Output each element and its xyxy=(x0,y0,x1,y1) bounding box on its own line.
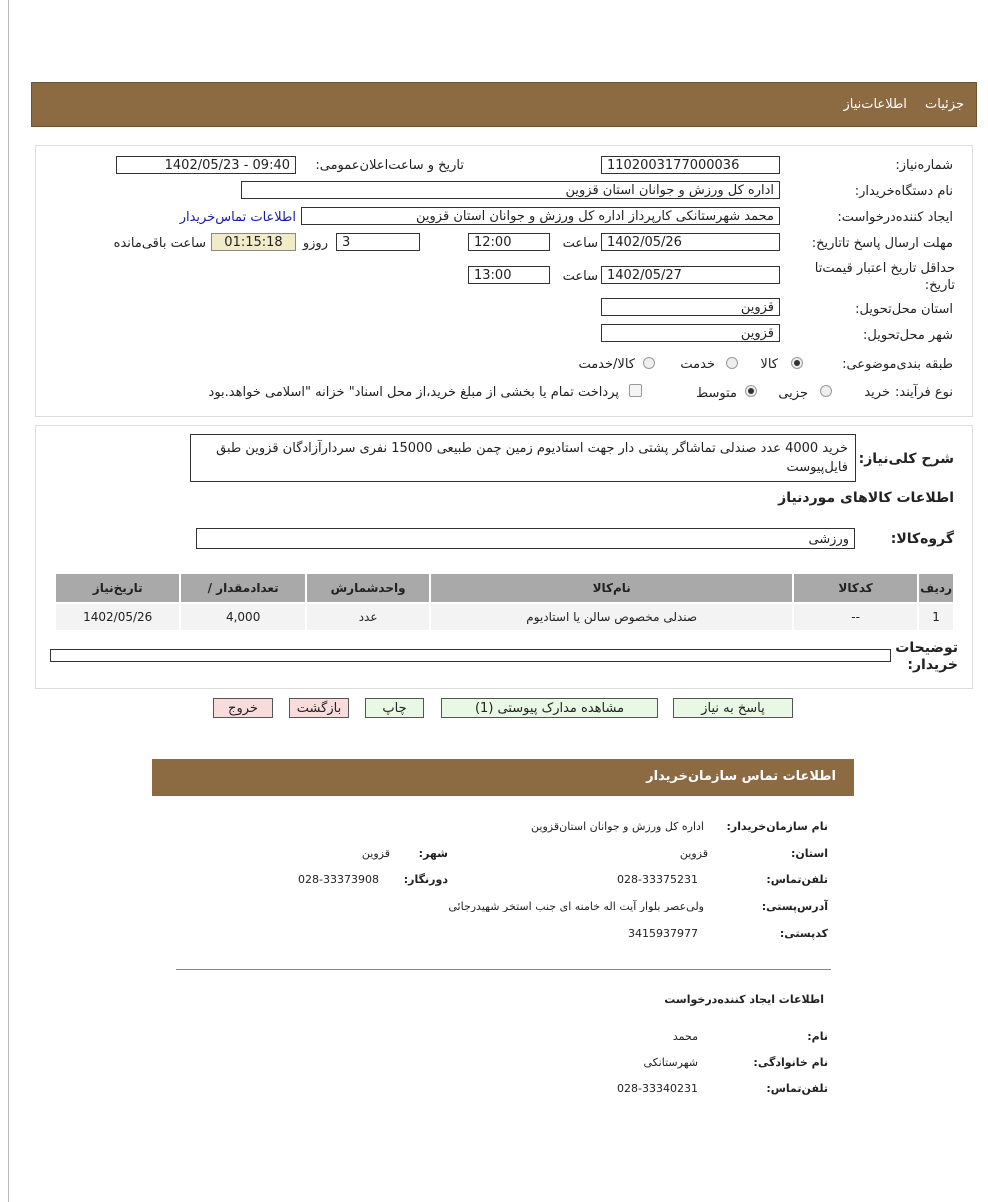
category-label: طبقه بندی‌موضوعی: xyxy=(842,357,953,372)
deadline-time-label: ساعت xyxy=(562,236,598,251)
remaining-time-field: 01:15:18 xyxy=(211,233,296,251)
contact-fax-value: 028-33373908 xyxy=(298,873,379,886)
announce-date-field: 1402/05/23 - 09:40 xyxy=(116,156,296,174)
description-box: خرید 4000 عدد صندلی تماشاگر پشتی دار جهت استادیوم زمین چمن طبیعی 15000 نفری سردار‌آزادگان قزوین طبق فایل‌پیوست xyxy=(190,434,856,482)
goods-group-field: ورزشی xyxy=(196,528,855,549)
description-label: شرح کلی‌نیاز: xyxy=(858,451,954,467)
need-number-label: شماره‌نیاز: xyxy=(895,158,953,173)
category-radio-goods[interactable] xyxy=(791,357,803,369)
contact-city-label: شهر: xyxy=(418,847,448,860)
column-header-unit: واحد‌شمارش xyxy=(307,574,430,602)
goods-section-title: اطلاعات کالاهای مورد‌نیاز xyxy=(778,490,954,506)
creator-phone-value: 028-33340231 xyxy=(617,1082,698,1095)
creator-family-label: نام خانوادگی: xyxy=(753,1056,828,1069)
column-header-need-date: تاریخ‌نیاز xyxy=(56,574,179,602)
column-header-goods-name: نام‌کالا xyxy=(431,574,792,602)
validity-time-field: 13:00 xyxy=(468,266,550,284)
column-header-quantity: تعداد‌مقدار / xyxy=(181,574,304,602)
delivery-province-label: استان محل‌تحویل: xyxy=(855,302,953,317)
breadcrumb-details[interactable]: جزئیات xyxy=(925,97,964,112)
header-bar xyxy=(31,82,977,127)
category-radio-goods-service[interactable] xyxy=(643,357,655,369)
contact-fax-label: دورنگار: xyxy=(403,873,448,886)
contact-phone-label: تلفن‌تماس: xyxy=(766,873,828,886)
need-date-cell: 1402/05/26 xyxy=(56,604,179,630)
category-option-goods: کالا xyxy=(760,357,778,372)
unit-cell: عدد xyxy=(307,604,430,630)
exit-button[interactable]: خروج xyxy=(213,698,273,718)
row-number-cell: 1 xyxy=(919,604,953,630)
days-label: روزو xyxy=(302,236,328,251)
delivery-province-field: قزوین xyxy=(601,298,780,316)
process-option-minor: جزیی xyxy=(778,386,808,401)
back-button[interactable]: بازگشت xyxy=(289,698,349,718)
delivery-city-label: شهر محل‌تحویل: xyxy=(863,328,953,343)
creator-name-label: نام: xyxy=(807,1030,828,1043)
buyer-notes-field xyxy=(50,649,891,662)
page-left-border xyxy=(8,0,9,1202)
deadline-time-field: 12:00 xyxy=(468,233,550,251)
process-purchase-text: خرید xyxy=(864,385,890,400)
contact-postal-value: 3415937977 xyxy=(628,927,698,940)
creator-label: ایجاد کننده‌درخواست: xyxy=(837,210,953,225)
view-attachments-button[interactable]: مشاهده مدارک پیوستی (1) xyxy=(441,698,658,718)
creator-family-value: شهرستانکی xyxy=(643,1056,698,1069)
validity-time-label: ساعت xyxy=(562,269,598,284)
category-radio-service[interactable] xyxy=(726,357,738,369)
buyer-contact-link[interactable]: اطلاعات تماس‌خریدار xyxy=(179,210,296,225)
buyer-org-field: اداره کل ورزش و جوانان استان قزوین xyxy=(241,181,780,199)
process-radio-minor[interactable] xyxy=(820,385,832,397)
table-row xyxy=(56,604,953,630)
org-name-label: نام سازمان‌خریدار: xyxy=(726,820,828,833)
goods-table xyxy=(54,572,955,632)
quantity-cell: 4,000 xyxy=(181,604,304,630)
validity-date-field: 1402/05/27 xyxy=(601,266,780,284)
contact-phone-value: 028-33375231 xyxy=(617,873,698,886)
process-radio-medium[interactable] xyxy=(745,385,757,397)
creator-phone-label: تلفن‌تماس: xyxy=(766,1082,828,1095)
org-name-value: اداره کل ورزش و جوانان استان‌قزوین xyxy=(531,820,704,833)
contact-postal-label: کد‌پستی: xyxy=(779,927,828,940)
contact-province-value: قزوین xyxy=(679,847,708,860)
treasury-payment-checkbox[interactable] xyxy=(629,384,642,397)
column-header-goods-code: کدکالا xyxy=(794,574,917,602)
delivery-city-field: قزوین xyxy=(601,324,780,342)
section-divider xyxy=(176,969,831,970)
creator-info-title: اطلاعات ایجاد کننده‌درخواست xyxy=(664,993,824,1006)
creator-name-value: محمد xyxy=(672,1030,698,1043)
contact-city-value: قزوین xyxy=(361,847,390,860)
category-option-goods-service: کالا/خدمت xyxy=(578,357,635,372)
process-option-medium: متوسط xyxy=(696,386,737,401)
reply-to-need-button[interactable]: پاسخ به نیاز xyxy=(673,698,793,718)
buyer-contact-title: اطلاعات تماس سازمان‌خریدار xyxy=(646,769,836,784)
goods-code-cell: -- xyxy=(794,604,917,630)
print-button[interactable]: چاپ xyxy=(365,698,424,718)
buyer-org-label: نام دستگاه‌خریدار: xyxy=(854,184,953,199)
contact-address-label: آدرس‌پستی: xyxy=(761,900,828,913)
deadline-label: مهلت ارسال پاسخ تا‌تاریخ: xyxy=(811,236,953,251)
validity-label: حداقل تاریخ اعتبار قیمت‌تا تاریخ: xyxy=(814,261,955,293)
contact-province-label: استان: xyxy=(791,847,828,860)
deadline-date-field: 1402/05/26 xyxy=(601,233,780,251)
breadcrumb-need-info[interactable]: اطلاعات‌نیاز xyxy=(843,97,907,112)
remaining-time-label: ساعت باقی‌مانده xyxy=(113,236,206,251)
buyer-notes-label: توضیحات خریدار: xyxy=(895,640,958,673)
process-type-label: نوع فرآیند: xyxy=(895,385,953,400)
goods-name-cell: صندلی مخصوص سالن یا استادیوم xyxy=(431,604,792,630)
category-option-service: خدمت xyxy=(680,357,715,372)
treasury-payment-note: پرداخت تمام یا بخشی از مبلغ خرید،از محل اسناد" خزانه "اسلامی خواهد.بود xyxy=(208,385,619,400)
days-field: 3 xyxy=(336,233,420,251)
announce-date-label: تاریخ و ساعت‌اعلان‌عمومی: xyxy=(315,158,464,173)
buyer-contact-header xyxy=(152,759,854,796)
need-number-field: 1102003177000036 xyxy=(601,156,780,174)
contact-address-value: ولی‌عصر بلوار آیت اله خامنه ای جنب استخر شهید‌رجائی xyxy=(448,900,704,912)
column-header-row-number: ردیف xyxy=(919,574,953,602)
goods-group-label: گروه‌کالا: xyxy=(890,531,954,547)
creator-field: محمد شهرستانکی کارپرداز اداره کل ورزش و جوانان استان قزوین xyxy=(301,207,780,225)
